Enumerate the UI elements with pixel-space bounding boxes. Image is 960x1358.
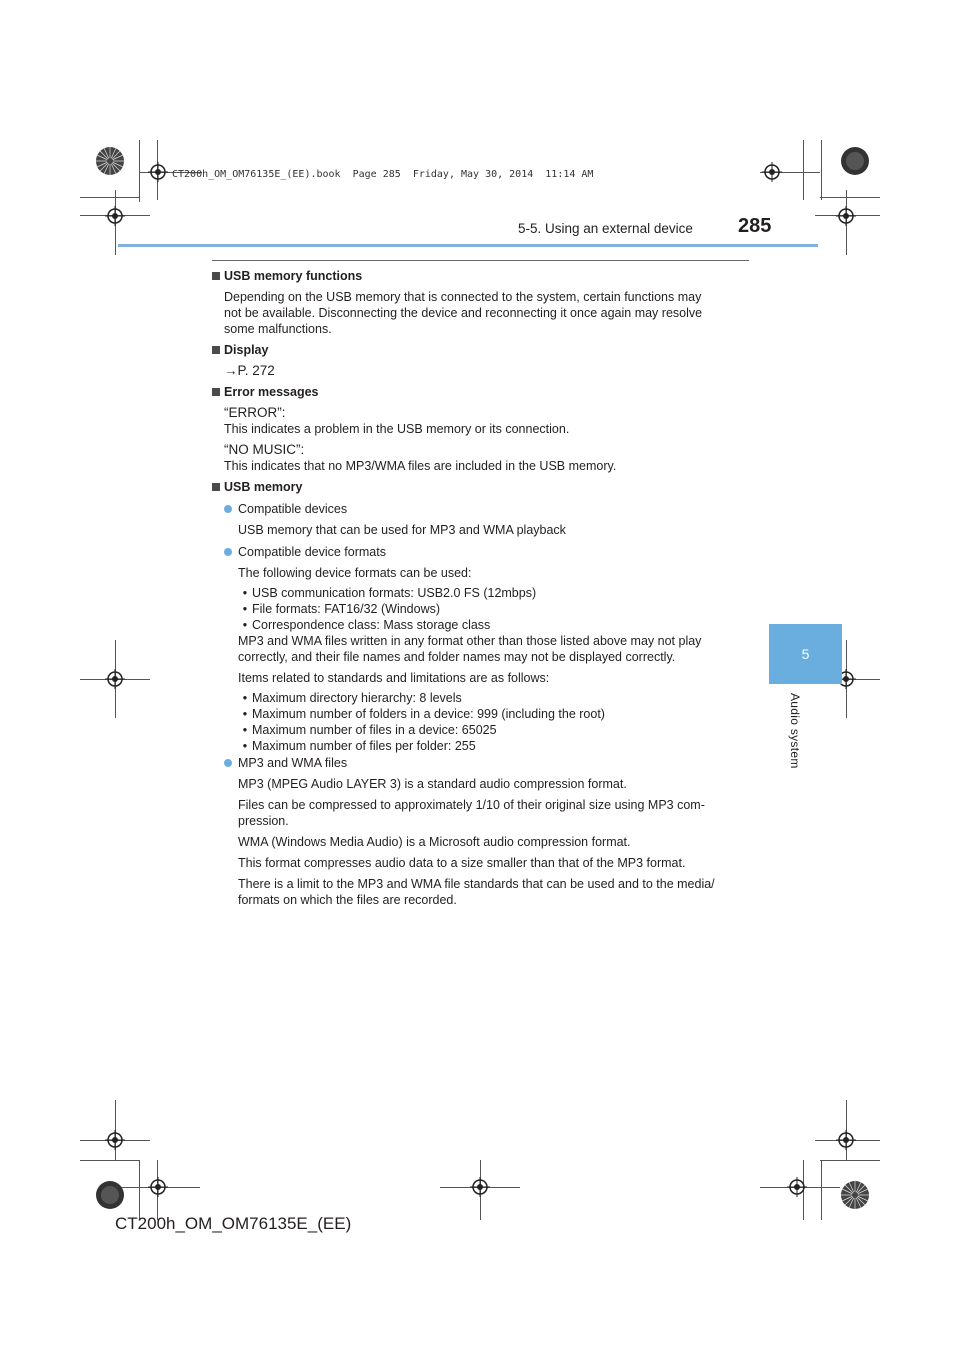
paragraph: WMA (Windows Media Audio) is a Microsoft audio compression format. — [238, 835, 631, 849]
page-reference: →P. 272 — [224, 363, 275, 378]
header-rule — [118, 244, 818, 247]
registration-target-icon — [105, 1130, 125, 1150]
registration-target-icon — [148, 1177, 168, 1197]
list-item: • Maximum number of files per folder: 255 — [238, 738, 747, 754]
registration-target-icon — [836, 206, 856, 226]
paragraph: MP3 (MPEG Audio LAYER 3) is a standard audio compression format. — [238, 777, 627, 791]
list-item: • Maximum number of files in a device: 65025 — [238, 722, 747, 738]
spoke-wheel-icon — [840, 1180, 870, 1210]
bullet-list — [238, 690, 747, 754]
square-bullet-icon — [212, 483, 220, 491]
round-bullet-icon — [224, 548, 232, 556]
registration-target-icon — [762, 162, 782, 182]
square-bullet-icon — [212, 272, 220, 280]
square-bullet-icon — [212, 346, 220, 354]
registration-target-icon — [470, 1177, 490, 1197]
footer-doc-id: CT200h_OM_OM76135E_(EE) — [115, 1214, 352, 1233]
paragraph: Items related to standards and limitations are as follows: — [238, 671, 550, 685]
page-number: 285 — [738, 215, 772, 237]
list-item: • Maximum number of folders in a device: 999 (including the root) — [238, 706, 747, 722]
chapter-side-label: Audio system — [788, 693, 802, 769]
page-content — [212, 268, 747, 908]
paragraph: Files can be compressed to approximately 1/10 of their original size using MP3 com- pression. — [238, 798, 705, 828]
round-bullet-icon — [224, 759, 232, 767]
paragraph: The following device formats can be used: — [238, 566, 472, 580]
section-heading: Display — [212, 342, 747, 358]
section-header: 5-5. Using an external device — [518, 221, 693, 236]
list-item: • File formats: FAT16/32 (Windows) — [238, 601, 747, 617]
paragraph: Depending on the USB memory that is connected to the system, certain functions may not be available. Disconnecting the device and reconnecting it once again may resolve some malfunctions. — [224, 290, 703, 336]
gray-dot-wheel-icon — [840, 146, 870, 176]
bullet-list — [238, 585, 747, 633]
registration-target-icon — [105, 669, 125, 689]
section-heading: USB memory functions — [212, 268, 747, 284]
registration-target-icon — [787, 1177, 807, 1197]
paragraph: USB memory that can be used for MP3 and WMA playback — [238, 523, 566, 537]
section-heading: USB memory — [212, 479, 747, 495]
registration-target-icon — [105, 206, 125, 226]
spoke-wheel-icon — [95, 146, 125, 176]
subheading: MP3 and WMA files — [224, 755, 747, 771]
paragraph: MP3 and WMA files written in any format other than those listed above may not play correctly, and their file names and folder names may not be displayed correctly. — [238, 634, 702, 664]
list-item: • Correspondence class: Mass storage class — [238, 617, 747, 633]
registration-target-icon — [836, 1130, 856, 1150]
section-heading: Error messages — [212, 384, 747, 400]
list-item: • USB communication formats: USB2.0 FS (12mbps) — [238, 585, 747, 601]
list-item: • Maximum directory hierarchy: 8 levels — [238, 690, 747, 706]
square-bullet-icon — [212, 388, 220, 396]
gray-dot-wheel-icon — [95, 1180, 125, 1210]
error-message: “ERROR”: This indicates a problem in the USB memory or its connection. — [224, 405, 570, 436]
paragraph: There is a limit to the MP3 and WMA file standards that can be used and to the media/ formats on which the files are recorded. — [238, 877, 715, 907]
chapter-tab: 5 — [769, 624, 842, 684]
subheading: Compatible device formats — [224, 544, 747, 560]
content-top-rule — [212, 260, 749, 261]
error-message: “NO MUSIC”: This indicates that no MP3/WMA files are included in the USB memory. — [224, 442, 617, 473]
subheading: Compatible devices — [224, 501, 747, 517]
book-stamp: CT200h_OM_OM76135E_(EE).book Page 285 Friday, May 30, 2014 11:14 AM — [172, 169, 594, 180]
paragraph: This format compresses audio data to a size smaller than that of the MP3 format. — [238, 856, 686, 870]
round-bullet-icon — [224, 505, 232, 513]
registration-target-icon — [148, 162, 168, 182]
